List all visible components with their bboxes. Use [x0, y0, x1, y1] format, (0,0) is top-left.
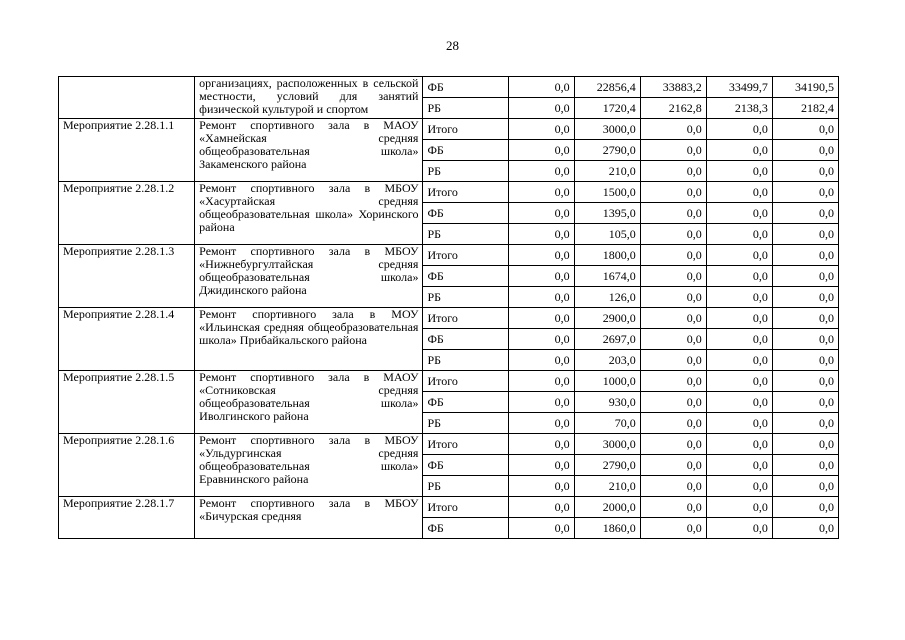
amount-cell: 0,0: [706, 371, 772, 392]
amount-cell: 0,0: [706, 245, 772, 266]
measure-description: Ремонт спортивного зала в МБОУ «Ульдургинская средняя общеобразовательная школа» Еравнинского района: [195, 434, 423, 497]
amount-cell: 0,0: [772, 476, 838, 497]
amount-cell: 0,0: [706, 476, 772, 497]
page-number: 28: [446, 38, 459, 53]
measure-description: Ремонт спортивного зала в МОУ «Ильинская средняя общеобразовательная школа» Прибайкальского района: [195, 308, 423, 371]
amount-cell: 0,0: [640, 371, 706, 392]
amount-cell: 2697,0: [574, 329, 640, 350]
amount-cell: 0,0: [772, 329, 838, 350]
amount-cell: 0,0: [706, 287, 772, 308]
amount-cell: 0,0: [640, 434, 706, 455]
amount-cell: 0,0: [706, 518, 772, 539]
amount-cell: 0,0: [772, 224, 838, 245]
funding-source: Итого: [423, 182, 508, 203]
amount-cell: 0,0: [508, 434, 574, 455]
table-row: [59, 308, 839, 329]
amount-cell: 0,0: [706, 455, 772, 476]
amount-cell: 0,0: [508, 224, 574, 245]
amount-cell: 0,0: [508, 413, 574, 434]
measure-description: Ремонт спортивного зала в МБОУ «Нижнебургултайская средняя общеобразовательная школа» Джидинского района: [195, 245, 423, 308]
table-row: [59, 77, 839, 98]
amount-cell: 0,0: [640, 308, 706, 329]
amount-cell: 0,0: [508, 203, 574, 224]
measure-label: Мероприятие 2.28.1.2: [59, 182, 195, 245]
amount-cell: 0,0: [772, 413, 838, 434]
measure-description: Ремонт спортивного зала в МБОУ «Хасуртайская средняя общеобразовательная школа» Хоринского района: [195, 182, 423, 245]
funding-source: РБ: [423, 413, 508, 434]
amount-cell: 0,0: [772, 455, 838, 476]
amount-cell: 0,0: [706, 497, 772, 518]
funding-source: Итого: [423, 308, 508, 329]
amount-cell: 0,0: [706, 392, 772, 413]
amount-cell: 203,0: [574, 350, 640, 371]
amount-cell: 0,0: [640, 161, 706, 182]
amount-cell: 0,0: [508, 266, 574, 287]
measure-label: Мероприятие 2.28.1.7: [59, 497, 195, 539]
amount-cell: 0,0: [640, 413, 706, 434]
amount-cell: 210,0: [574, 476, 640, 497]
funding-source: ФБ: [423, 266, 508, 287]
measure-label: [59, 77, 195, 119]
funding-source: ФБ: [423, 203, 508, 224]
amount-cell: 1000,0: [574, 371, 640, 392]
budget-table: [58, 76, 839, 539]
amount-cell: 1500,0: [574, 182, 640, 203]
measure-label: Мероприятие 2.28.1.4: [59, 308, 195, 371]
amount-cell: 2138,3: [706, 98, 772, 119]
amount-cell: 1860,0: [574, 518, 640, 539]
funding-source: ФБ: [423, 455, 508, 476]
amount-cell: 22856,4: [574, 77, 640, 98]
amount-cell: 33883,2: [640, 77, 706, 98]
amount-cell: 0,0: [640, 287, 706, 308]
amount-cell: 0,0: [640, 476, 706, 497]
funding-source: ФБ: [423, 329, 508, 350]
amount-cell: 930,0: [574, 392, 640, 413]
amount-cell: 34190,5: [772, 77, 838, 98]
amount-cell: 0,0: [508, 161, 574, 182]
measure-description: Ремонт спортивного зала в МАОУ «Хамнейская средняя общеобразовательная школа» Закаменского района: [195, 119, 423, 182]
amount-cell: 0,0: [640, 455, 706, 476]
amount-cell: 0,0: [508, 518, 574, 539]
amount-cell: 0,0: [706, 119, 772, 140]
funding-source: РБ: [423, 287, 508, 308]
amount-cell: 0,0: [508, 497, 574, 518]
funding-source: Итого: [423, 245, 508, 266]
table-row: [59, 371, 839, 392]
amount-cell: 0,0: [772, 392, 838, 413]
amount-cell: 0,0: [706, 266, 772, 287]
amount-cell: 0,0: [640, 350, 706, 371]
table-row: [59, 119, 839, 140]
amount-cell: 0,0: [706, 140, 772, 161]
amount-cell: 0,0: [640, 140, 706, 161]
funding-source: РБ: [423, 350, 508, 371]
amount-cell: 3000,0: [574, 434, 640, 455]
amount-cell: 0,0: [508, 245, 574, 266]
amount-cell: 0,0: [508, 140, 574, 161]
amount-cell: 0,0: [640, 518, 706, 539]
amount-cell: 0,0: [772, 308, 838, 329]
measure-label: Мероприятие 2.28.1.6: [59, 434, 195, 497]
measure-label: Мероприятие 2.28.1.3: [59, 245, 195, 308]
amount-cell: 0,0: [772, 497, 838, 518]
amount-cell: 0,0: [706, 203, 772, 224]
amount-cell: 1720,4: [574, 98, 640, 119]
amount-cell: 105,0: [574, 224, 640, 245]
amount-cell: 0,0: [508, 119, 574, 140]
amount-cell: 126,0: [574, 287, 640, 308]
amount-cell: 0,0: [508, 287, 574, 308]
amount-cell: 210,0: [574, 161, 640, 182]
table-row: [59, 497, 839, 518]
amount-cell: 0,0: [772, 350, 838, 371]
amount-cell: 70,0: [574, 413, 640, 434]
amount-cell: 3000,0: [574, 119, 640, 140]
amount-cell: 0,0: [508, 350, 574, 371]
amount-cell: 0,0: [640, 203, 706, 224]
funding-source: Итого: [423, 497, 508, 518]
amount-cell: 2790,0: [574, 455, 640, 476]
amount-cell: 0,0: [508, 392, 574, 413]
funding-source: РБ: [423, 224, 508, 245]
funding-source: Итого: [423, 119, 508, 140]
measure-description: организациях, расположенных в сельской местности, условий для занятий физической культурой и спортом: [195, 77, 423, 119]
amount-cell: 0,0: [772, 287, 838, 308]
amount-cell: 0,0: [706, 308, 772, 329]
measure-label: Мероприятие 2.28.1.1: [59, 119, 195, 182]
amount-cell: 0,0: [706, 350, 772, 371]
funding-source: ФБ: [423, 392, 508, 413]
amount-cell: 0,0: [772, 119, 838, 140]
funding-source: ФБ: [423, 518, 508, 539]
amount-cell: 0,0: [640, 245, 706, 266]
amount-cell: 0,0: [706, 329, 772, 350]
amount-cell: 0,0: [508, 308, 574, 329]
measure-description: Ремонт спортивного зала в МБОУ «Бичурская средняя: [195, 497, 423, 539]
funding-source: РБ: [423, 98, 508, 119]
amount-cell: 1395,0: [574, 203, 640, 224]
amount-cell: 0,0: [508, 98, 574, 119]
table-row: [59, 245, 839, 266]
funding-source: ФБ: [423, 77, 508, 98]
amount-cell: 1800,0: [574, 245, 640, 266]
amount-cell: 0,0: [772, 434, 838, 455]
amount-cell: 0,0: [508, 476, 574, 497]
amount-cell: 0,0: [706, 161, 772, 182]
funding-source: Итого: [423, 434, 508, 455]
amount-cell: 0,0: [508, 455, 574, 476]
amount-cell: 1674,0: [574, 266, 640, 287]
amount-cell: 0,0: [772, 245, 838, 266]
amount-cell: 0,0: [640, 497, 706, 518]
amount-cell: 0,0: [706, 182, 772, 203]
amount-cell: 0,0: [640, 266, 706, 287]
funding-source: ФБ: [423, 140, 508, 161]
measure-description: Ремонт спортивного зала в МАОУ «Сотниковская средняя общеобразовательная школа» Иволгинского района: [195, 371, 423, 434]
amount-cell: 0,0: [508, 371, 574, 392]
amount-cell: 0,0: [640, 224, 706, 245]
amount-cell: 0,0: [772, 161, 838, 182]
funding-source: РБ: [423, 476, 508, 497]
amount-cell: 0,0: [508, 77, 574, 98]
amount-cell: 2000,0: [574, 497, 640, 518]
amount-cell: 2790,0: [574, 140, 640, 161]
amount-cell: 2900,0: [574, 308, 640, 329]
amount-cell: 0,0: [508, 182, 574, 203]
amount-cell: 0,0: [640, 392, 706, 413]
amount-cell: 0,0: [772, 371, 838, 392]
funding-source: РБ: [423, 161, 508, 182]
amount-cell: 2162,8: [640, 98, 706, 119]
amount-cell: 0,0: [772, 203, 838, 224]
amount-cell: 0,0: [772, 518, 838, 539]
amount-cell: 0,0: [706, 434, 772, 455]
table-row: [59, 434, 839, 455]
measure-label: Мероприятие 2.28.1.5: [59, 371, 195, 434]
amount-cell: 2182,4: [772, 98, 838, 119]
amount-cell: 0,0: [640, 182, 706, 203]
amount-cell: 0,0: [772, 266, 838, 287]
amount-cell: 0,0: [772, 140, 838, 161]
amount-cell: 0,0: [772, 182, 838, 203]
table-row: [59, 182, 839, 203]
amount-cell: 0,0: [706, 413, 772, 434]
amount-cell: 0,0: [706, 224, 772, 245]
amount-cell: 0,0: [640, 329, 706, 350]
amount-cell: 33499,7: [706, 77, 772, 98]
funding-source: Итого: [423, 371, 508, 392]
amount-cell: 0,0: [508, 329, 574, 350]
amount-cell: 0,0: [640, 119, 706, 140]
